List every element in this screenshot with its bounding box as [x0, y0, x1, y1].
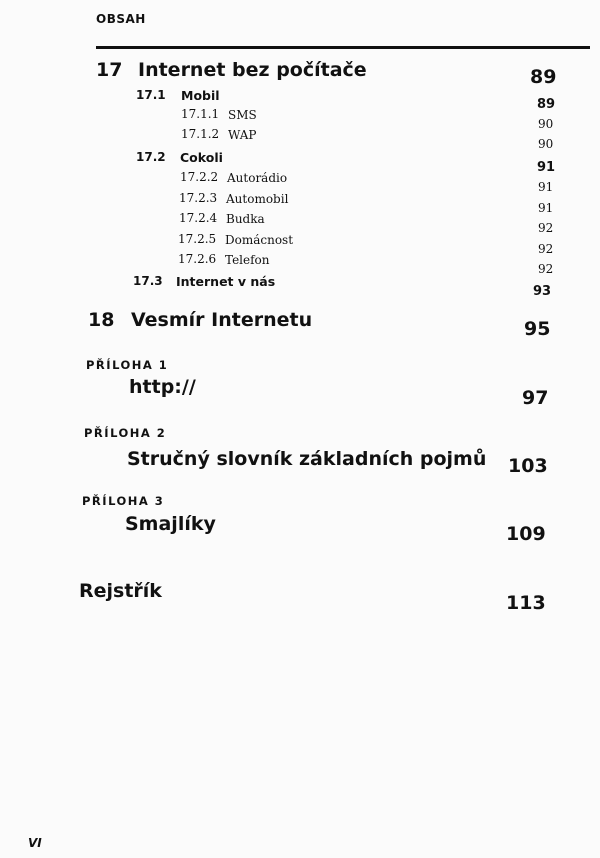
subsection-title[interactable]: Automobil	[226, 192, 289, 206]
appendix-label: PŘÍLOHA 2	[84, 426, 167, 440]
appendix-title[interactable]: Stručný slovník základních pojmů	[127, 448, 487, 470]
appendix-page: 109	[506, 523, 546, 545]
header-rule	[96, 46, 590, 49]
subsection-page: 92	[538, 262, 554, 276]
subsection-title[interactable]: Autorádio	[227, 171, 288, 185]
subsection-title[interactable]: Domácnost	[225, 233, 294, 247]
subsection-title[interactable]: SMS	[228, 108, 257, 122]
subsection-number: 17.2.6	[178, 252, 217, 266]
subsection-page: 92	[538, 242, 554, 256]
section-page: 93	[533, 284, 552, 299]
subsection-number: 17.1.2	[181, 127, 220, 141]
subsection-page: 90	[538, 137, 554, 151]
page-number-footer: VI	[28, 836, 42, 850]
subsection-title[interactable]: WAP	[228, 128, 257, 142]
chapter-number: 18	[88, 309, 115, 331]
subsection-title[interactable]: Telefon	[225, 253, 270, 267]
index-title[interactable]: Rejstřík	[79, 580, 162, 602]
subsection-page: 90	[538, 117, 554, 131]
subsection-number: 17.1.1	[181, 107, 220, 121]
section-number: 17.2	[136, 150, 166, 164]
subsection-page: 91	[538, 201, 554, 215]
appendix-page: 103	[508, 455, 548, 477]
section-page: 91	[537, 160, 556, 175]
running-header: OBSAH	[96, 12, 146, 26]
section-title[interactable]: Mobil	[181, 88, 220, 103]
subsection-number: 17.2.5	[178, 232, 217, 246]
section-page: 89	[537, 97, 556, 112]
section-title[interactable]: Cokoli	[180, 150, 223, 165]
subsection-number: 17.2.3	[179, 191, 218, 205]
section-number: 17.3	[133, 274, 163, 288]
appendix-page: 97	[522, 387, 549, 409]
subsection-page: 92	[538, 221, 554, 235]
index-page: 113	[506, 592, 546, 614]
chapter-page: 95	[524, 318, 551, 340]
appendix-label: PŘÍLOHA 3	[82, 494, 165, 508]
subsection-title[interactable]: Budka	[226, 212, 265, 226]
section-title[interactable]: Internet v nás	[176, 274, 276, 289]
subsection-page: 91	[538, 180, 554, 194]
appendix-title[interactable]: Smajlíky	[125, 513, 216, 535]
appendix-title[interactable]: http://	[129, 376, 196, 398]
appendix-label: PŘÍLOHA 1	[86, 358, 169, 372]
subsection-number: 17.2.4	[179, 211, 218, 225]
chapter-title[interactable]: Vesmír Internetu	[131, 309, 313, 331]
section-number: 17.1	[136, 88, 166, 102]
chapter-number: 17	[96, 59, 123, 81]
chapter-page: 89	[530, 66, 557, 88]
subsection-number: 17.2.2	[180, 170, 219, 184]
chapter-title[interactable]: Internet bez počítače	[138, 59, 367, 81]
